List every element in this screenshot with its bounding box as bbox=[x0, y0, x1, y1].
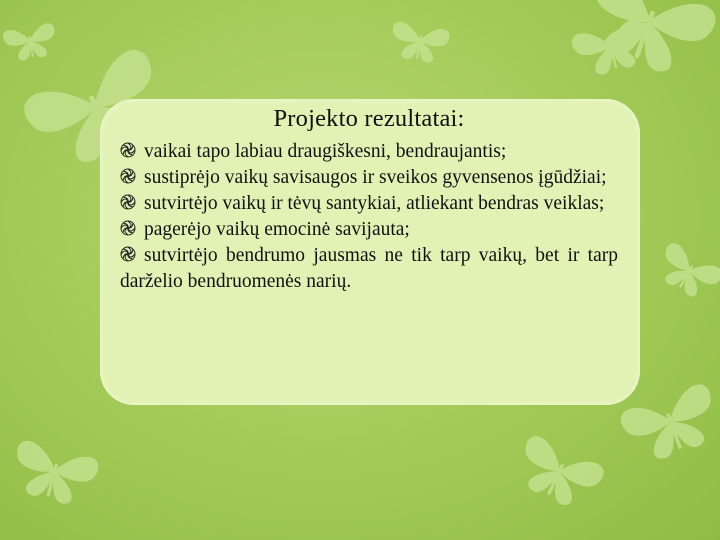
butterfly-icon bbox=[7, 438, 101, 510]
spiral-flower-bullet-icon bbox=[120, 220, 136, 236]
butterfly-icon bbox=[618, 381, 720, 468]
spiral-flower-bullet-icon bbox=[120, 142, 136, 158]
spiral-flower-bullet-icon bbox=[120, 168, 136, 184]
slide-title: Projekto rezultatai: bbox=[273, 105, 465, 132]
results-list bbox=[120, 139, 618, 295]
list-item bbox=[120, 191, 618, 217]
spiral-flower-bullet-icon bbox=[120, 194, 136, 210]
spiral-flower-bullet-icon bbox=[120, 246, 136, 262]
list-item-text: vaikai tapo labiau draugiškesni, bendraujantis; bbox=[144, 141, 507, 162]
butterfly-icon bbox=[509, 433, 606, 515]
list-item bbox=[120, 165, 618, 191]
butterfly-icon bbox=[388, 20, 451, 65]
list-item bbox=[120, 217, 618, 243]
list-item-text: sutvirtėjo vaikų ir tėvų santykiai, atliekant bendras veiklas; bbox=[144, 193, 605, 214]
content-panel bbox=[100, 99, 640, 405]
list-item bbox=[120, 139, 618, 165]
butterfly-icon bbox=[652, 240, 720, 305]
list-item-text: sustiprėjo vaikų savisaugos ir sveikos gyvensenos įgūdžiai; bbox=[144, 167, 607, 188]
butterfly-icon bbox=[2, 22, 59, 63]
list-item-text: sutvirtėjo bendrumo jausmas ne tik tarp vaikų, bet ir tarp darželio bendruomenės narių. bbox=[120, 245, 618, 292]
list-item-text: pagerėjo vaikų emocinė savijauta; bbox=[144, 219, 410, 240]
list-item bbox=[120, 243, 618, 295]
